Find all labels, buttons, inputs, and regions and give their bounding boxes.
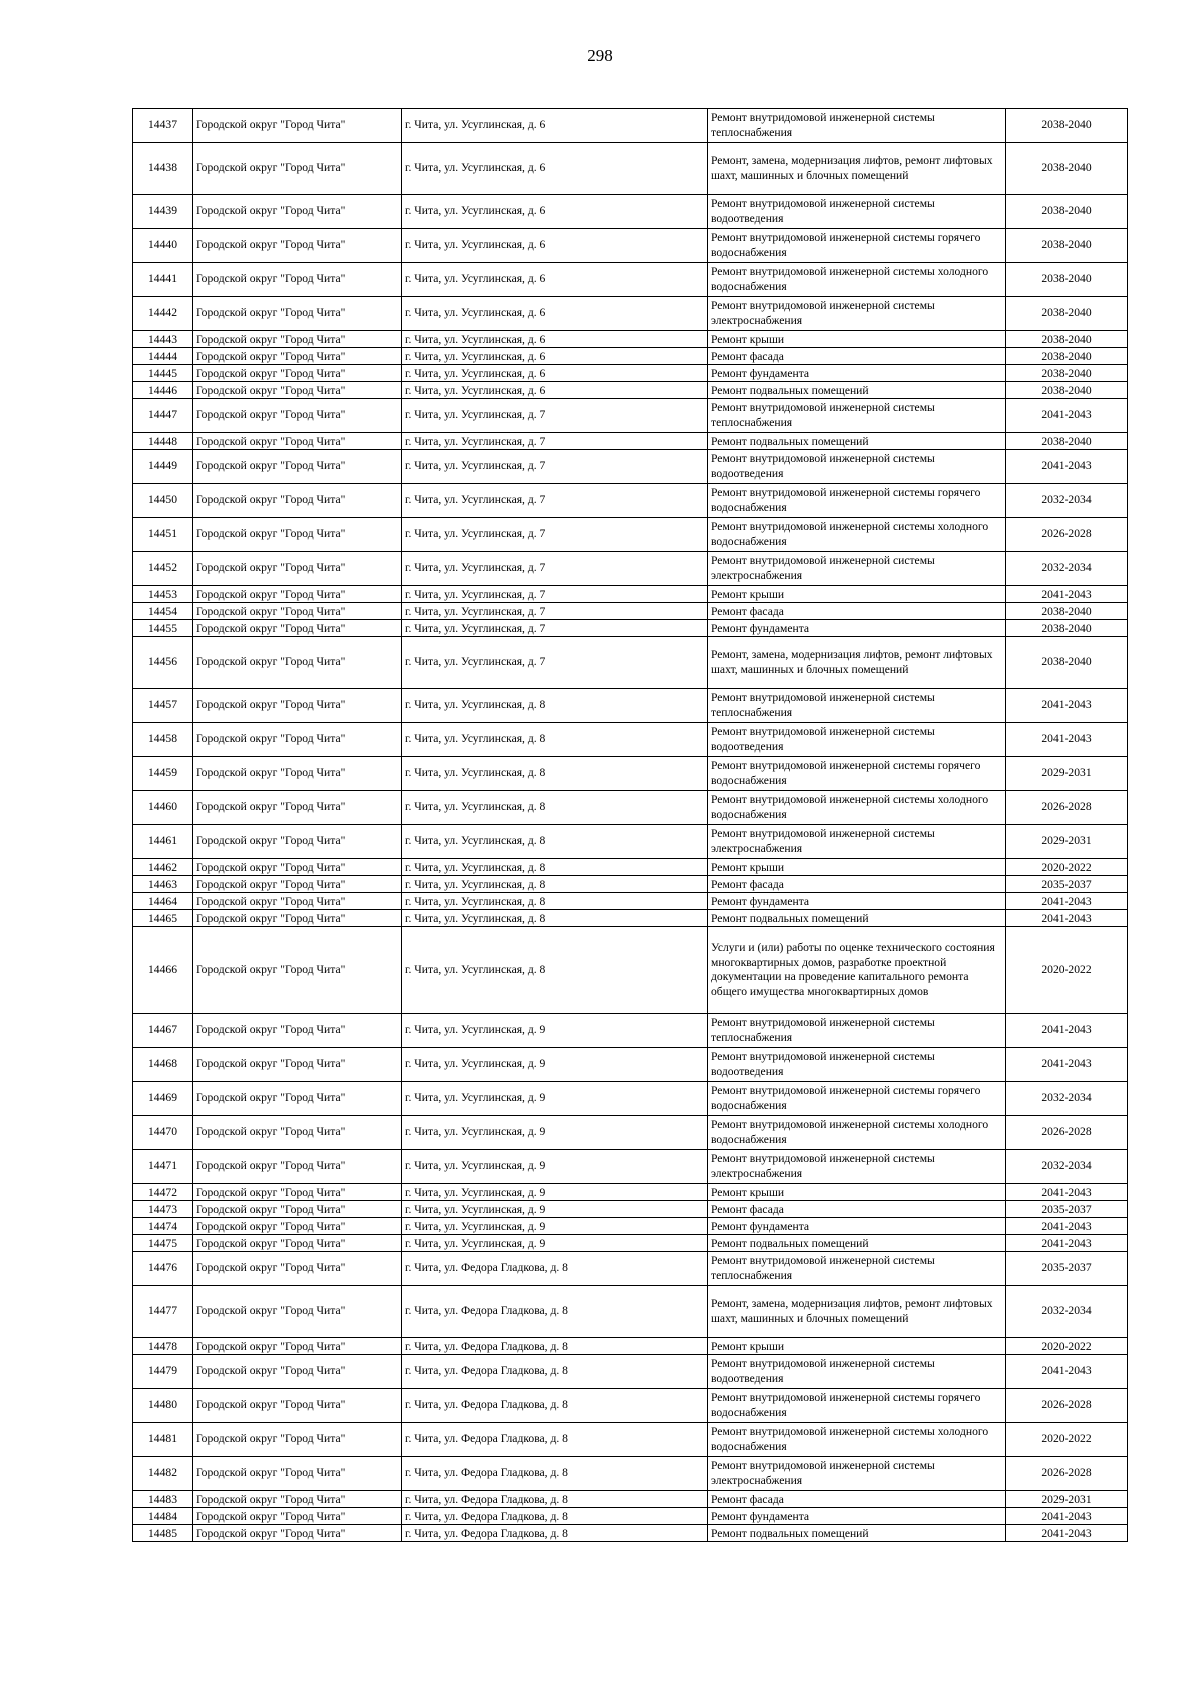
row-work-type: Ремонт фундамента xyxy=(708,365,1006,382)
row-work-type: Ремонт фасада xyxy=(708,1491,1006,1508)
table-row xyxy=(133,893,1128,910)
table-row xyxy=(133,825,1128,859)
row-number: 14465 xyxy=(133,910,193,927)
row-number: 14462 xyxy=(133,859,193,876)
row-period: 2026-2028 xyxy=(1006,1116,1128,1150)
row-work-type: Ремонт внутридомовой инженерной системы водоотведения xyxy=(708,1355,1006,1389)
row-district: Городской округ "Город Чита" xyxy=(193,689,402,723)
row-period: 2041-2043 xyxy=(1006,450,1128,484)
row-number: 14441 xyxy=(133,263,193,297)
row-district: Городской округ "Город Чита" xyxy=(193,927,402,1014)
row-number: 14485 xyxy=(133,1525,193,1542)
row-address: г. Чита, ул. Усуглинская, д. 6 xyxy=(402,143,708,195)
row-address: г. Чита, ул. Усуглинская, д. 7 xyxy=(402,484,708,518)
row-work-type: Ремонт внутридомовой инженерной системы электроснабжения xyxy=(708,1150,1006,1184)
table-row xyxy=(133,1423,1128,1457)
row-period: 2020-2022 xyxy=(1006,1338,1128,1355)
row-period: 2026-2028 xyxy=(1006,791,1128,825)
row-period: 2041-2043 xyxy=(1006,1014,1128,1048)
row-address: г. Чита, ул. Усуглинская, д. 6 xyxy=(402,297,708,331)
row-district: Городской округ "Город Чита" xyxy=(193,620,402,637)
row-address: г. Чита, ул. Усуглинская, д. 9 xyxy=(402,1082,708,1116)
row-number: 14437 xyxy=(133,109,193,143)
row-period: 2029-2031 xyxy=(1006,757,1128,791)
row-number: 14454 xyxy=(133,603,193,620)
table-row xyxy=(133,603,1128,620)
row-address: г. Чита, ул. Усуглинская, д. 6 xyxy=(402,365,708,382)
row-work-type: Ремонт внутридомовой инженерной системы водоотведения xyxy=(708,723,1006,757)
row-period: 2032-2034 xyxy=(1006,1286,1128,1338)
row-number: 14469 xyxy=(133,1082,193,1116)
row-district: Городской округ "Город Чита" xyxy=(193,1252,402,1286)
row-period: 2038-2040 xyxy=(1006,637,1128,689)
row-number: 14479 xyxy=(133,1355,193,1389)
row-number: 14471 xyxy=(133,1150,193,1184)
row-address: г. Чита, ул. Усуглинская, д. 9 xyxy=(402,1201,708,1218)
row-work-type: Ремонт внутридомовой инженерной системы холодного водоснабжения xyxy=(708,791,1006,825)
row-number: 14457 xyxy=(133,689,193,723)
row-address: г. Чита, ул. Усуглинская, д. 7 xyxy=(402,637,708,689)
row-number: 14442 xyxy=(133,297,193,331)
table-row xyxy=(133,586,1128,603)
row-district: Городской округ "Город Чита" xyxy=(193,859,402,876)
row-district: Городской округ "Город Чита" xyxy=(193,484,402,518)
row-period: 2038-2040 xyxy=(1006,620,1128,637)
row-number: 14481 xyxy=(133,1423,193,1457)
row-number: 14482 xyxy=(133,1457,193,1491)
row-address: г. Чита, ул. Усуглинская, д. 8 xyxy=(402,723,708,757)
table-row xyxy=(133,1048,1128,1082)
row-address: г. Чита, ул. Федора Гладкова, д. 8 xyxy=(402,1525,708,1542)
row-work-type: Услуги и (или) работы по оценке технического состояния многоквартирных домов, разработке проектной документации на проведение капитального ремонта общего имущества многоквартирных домов xyxy=(708,927,1006,1014)
row-period: 2038-2040 xyxy=(1006,433,1128,450)
row-work-type: Ремонт внутридомовой инженерной системы электроснабжения xyxy=(708,297,1006,331)
row-period: 2038-2040 xyxy=(1006,109,1128,143)
row-period: 2020-2022 xyxy=(1006,1423,1128,1457)
row-work-type: Ремонт внутридомовой инженерной системы теплоснабжения xyxy=(708,109,1006,143)
row-address: г. Чита, ул. Усуглинская, д. 6 xyxy=(402,348,708,365)
row-work-type: Ремонт внутридомовой инженерной системы горячего водоснабжения xyxy=(708,1389,1006,1423)
row-period: 2038-2040 xyxy=(1006,331,1128,348)
row-work-type: Ремонт крыши xyxy=(708,1338,1006,1355)
row-number: 14467 xyxy=(133,1014,193,1048)
row-number: 14475 xyxy=(133,1235,193,1252)
row-number: 14458 xyxy=(133,723,193,757)
table-row xyxy=(133,518,1128,552)
row-work-type: Ремонт внутридомовой инженерной системы горячего водоснабжения xyxy=(708,229,1006,263)
row-period: 2038-2040 xyxy=(1006,348,1128,365)
row-period: 2041-2043 xyxy=(1006,1218,1128,1235)
row-number: 14449 xyxy=(133,450,193,484)
row-address: г. Чита, ул. Усуглинская, д. 8 xyxy=(402,757,708,791)
row-district: Городской округ "Город Чита" xyxy=(193,910,402,927)
table-row xyxy=(133,552,1128,586)
row-district: Городской округ "Город Чита" xyxy=(193,1423,402,1457)
row-period: 2041-2043 xyxy=(1006,1235,1128,1252)
row-address: г. Чита, ул. Усуглинская, д. 9 xyxy=(402,1184,708,1201)
row-number: 14452 xyxy=(133,552,193,586)
row-number: 14473 xyxy=(133,1201,193,1218)
row-work-type: Ремонт фасада xyxy=(708,348,1006,365)
row-period: 2038-2040 xyxy=(1006,365,1128,382)
row-address: г. Чита, ул. Усуглинская, д. 7 xyxy=(402,620,708,637)
row-period: 2020-2022 xyxy=(1006,859,1128,876)
table-row xyxy=(133,620,1128,637)
row-district: Городской округ "Город Чита" xyxy=(193,1218,402,1235)
repair-schedule-table xyxy=(132,108,1128,1542)
row-period: 2026-2028 xyxy=(1006,518,1128,552)
row-work-type: Ремонт внутридомовой инженерной системы горячего водоснабжения xyxy=(708,484,1006,518)
row-district: Городской округ "Город Чита" xyxy=(193,637,402,689)
row-district: Городской округ "Город Чита" xyxy=(193,603,402,620)
row-work-type: Ремонт крыши xyxy=(708,859,1006,876)
row-work-type: Ремонт внутридомовой инженерной системы холодного водоснабжения xyxy=(708,1116,1006,1150)
table-row xyxy=(133,143,1128,195)
row-period: 2038-2040 xyxy=(1006,143,1128,195)
row-work-type: Ремонт фундамента xyxy=(708,1218,1006,1235)
table-row xyxy=(133,859,1128,876)
row-address: г. Чита, ул. Усуглинская, д. 7 xyxy=(402,450,708,484)
row-district: Городской округ "Город Чита" xyxy=(193,382,402,399)
table-row xyxy=(133,109,1128,143)
row-period: 2035-2037 xyxy=(1006,876,1128,893)
row-district: Городской округ "Город Чита" xyxy=(193,1150,402,1184)
row-period: 2020-2022 xyxy=(1006,927,1128,1014)
row-address: г. Чита, ул. Федора Гладкова, д. 8 xyxy=(402,1355,708,1389)
row-number: 14466 xyxy=(133,927,193,1014)
row-number: 14443 xyxy=(133,331,193,348)
table-row xyxy=(133,1218,1128,1235)
row-district: Городской округ "Город Чита" xyxy=(193,143,402,195)
row-address: г. Чита, ул. Усуглинская, д. 8 xyxy=(402,689,708,723)
row-address: г. Чита, ул. Усуглинская, д. 7 xyxy=(402,399,708,433)
row-district: Городской округ "Город Чита" xyxy=(193,1491,402,1508)
row-district: Городской округ "Город Чита" xyxy=(193,1082,402,1116)
row-number: 14478 xyxy=(133,1338,193,1355)
page-number: 298 xyxy=(587,46,613,65)
row-number: 14468 xyxy=(133,1048,193,1082)
row-number: 14483 xyxy=(133,1491,193,1508)
row-district: Городской округ "Город Чита" xyxy=(193,876,402,893)
row-address: г. Чита, ул. Федора Гладкова, д. 8 xyxy=(402,1457,708,1491)
row-district: Городской округ "Город Чита" xyxy=(193,1014,402,1048)
table-row xyxy=(133,1014,1128,1048)
row-work-type: Ремонт подвальных помещений xyxy=(708,910,1006,927)
table-row xyxy=(133,791,1128,825)
table-row xyxy=(133,1082,1128,1116)
row-district: Городской округ "Город Чита" xyxy=(193,1525,402,1542)
table-row xyxy=(133,1150,1128,1184)
row-number: 14470 xyxy=(133,1116,193,1150)
table-row xyxy=(133,348,1128,365)
row-number: 14440 xyxy=(133,229,193,263)
table-row xyxy=(133,382,1128,399)
row-period: 2041-2043 xyxy=(1006,1525,1128,1542)
table-row xyxy=(133,689,1128,723)
row-period: 2041-2043 xyxy=(1006,893,1128,910)
row-work-type: Ремонт внутридомовой инженерной системы электроснабжения xyxy=(708,552,1006,586)
table-row xyxy=(133,1457,1128,1491)
row-number: 14461 xyxy=(133,825,193,859)
row-address: г. Чита, ул. Федора Гладкова, д. 8 xyxy=(402,1423,708,1457)
row-number: 14446 xyxy=(133,382,193,399)
table-row xyxy=(133,297,1128,331)
row-number: 14464 xyxy=(133,893,193,910)
table-row xyxy=(133,637,1128,689)
table-row xyxy=(133,757,1128,791)
row-work-type: Ремонт внутридомовой инженерной системы теплоснабжения xyxy=(708,399,1006,433)
row-address: г. Чита, ул. Федора Гладкова, д. 8 xyxy=(402,1252,708,1286)
row-address: г. Чита, ул. Усуглинская, д. 9 xyxy=(402,1235,708,1252)
row-period: 2032-2034 xyxy=(1006,1082,1128,1116)
row-work-type: Ремонт внутридомовой инженерной системы водоотведения xyxy=(708,195,1006,229)
row-district: Городской округ "Город Чита" xyxy=(193,297,402,331)
row-period: 2041-2043 xyxy=(1006,689,1128,723)
row-period: 2041-2043 xyxy=(1006,1355,1128,1389)
row-address: г. Чита, ул. Усуглинская, д. 9 xyxy=(402,1150,708,1184)
row-number: 14460 xyxy=(133,791,193,825)
row-work-type: Ремонт, замена, модернизация лифтов, ремонт лифтовых шахт, машинных и блочных помещений xyxy=(708,637,1006,689)
row-number: 14463 xyxy=(133,876,193,893)
row-district: Городской округ "Город Чита" xyxy=(193,723,402,757)
row-number: 14445 xyxy=(133,365,193,382)
row-work-type: Ремонт фундамента xyxy=(708,1508,1006,1525)
row-address: г. Чита, ул. Федора Гладкова, д. 8 xyxy=(402,1389,708,1423)
row-period: 2041-2043 xyxy=(1006,1508,1128,1525)
row-work-type: Ремонт внутридомовой инженерной системы водоотведения xyxy=(708,450,1006,484)
row-district: Городской округ "Город Чита" xyxy=(193,433,402,450)
row-work-type: Ремонт внутридомовой инженерной системы теплоснабжения xyxy=(708,689,1006,723)
row-district: Городской округ "Город Чита" xyxy=(193,365,402,382)
row-work-type: Ремонт фасада xyxy=(708,876,1006,893)
table-row xyxy=(133,450,1128,484)
table-row xyxy=(133,1116,1128,1150)
row-number: 14474 xyxy=(133,1218,193,1235)
table-row xyxy=(133,195,1128,229)
row-district: Городской округ "Город Чита" xyxy=(193,1048,402,1082)
table-row xyxy=(133,876,1128,893)
row-work-type: Ремонт внутридомовой инженерной системы горячего водоснабжения xyxy=(708,757,1006,791)
row-work-type: Ремонт внутридомовой инженерной системы электроснабжения xyxy=(708,825,1006,859)
table-row xyxy=(133,1508,1128,1525)
row-number: 14459 xyxy=(133,757,193,791)
row-district: Городской округ "Город Чита" xyxy=(193,552,402,586)
row-work-type: Ремонт внутридомовой инженерной системы водоотведения xyxy=(708,1048,1006,1082)
row-district: Городской округ "Город Чита" xyxy=(193,1286,402,1338)
row-district: Городской округ "Город Чита" xyxy=(193,1184,402,1201)
row-number: 14455 xyxy=(133,620,193,637)
table-row xyxy=(133,1355,1128,1389)
row-number: 14456 xyxy=(133,637,193,689)
table-row xyxy=(133,910,1128,927)
row-address: г. Чита, ул. Федора Гладкова, д. 8 xyxy=(402,1508,708,1525)
row-district: Городской округ "Город Чита" xyxy=(193,195,402,229)
row-district: Городской округ "Город Чита" xyxy=(193,757,402,791)
row-number: 14439 xyxy=(133,195,193,229)
row-period: 2041-2043 xyxy=(1006,399,1128,433)
row-period: 2041-2043 xyxy=(1006,586,1128,603)
row-work-type: Ремонт подвальных помещений xyxy=(708,433,1006,450)
row-number: 14444 xyxy=(133,348,193,365)
row-district: Городской округ "Город Чита" xyxy=(193,1235,402,1252)
row-address: г. Чита, ул. Усуглинская, д. 8 xyxy=(402,859,708,876)
table-row xyxy=(133,1338,1128,1355)
row-period: 2038-2040 xyxy=(1006,603,1128,620)
row-work-type: Ремонт подвальных помещений xyxy=(708,1525,1006,1542)
row-district: Городской округ "Город Чита" xyxy=(193,1508,402,1525)
row-district: Городской округ "Город Чита" xyxy=(193,825,402,859)
table-row xyxy=(133,1184,1128,1201)
row-address: г. Чита, ул. Усуглинская, д. 6 xyxy=(402,195,708,229)
row-number: 14476 xyxy=(133,1252,193,1286)
row-address: г. Чита, ул. Усуглинская, д. 7 xyxy=(402,603,708,620)
row-number: 14484 xyxy=(133,1508,193,1525)
row-period: 2038-2040 xyxy=(1006,229,1128,263)
row-address: г. Чита, ул. Усуглинская, д. 8 xyxy=(402,910,708,927)
row-district: Городской округ "Город Чита" xyxy=(193,1338,402,1355)
row-district: Городской округ "Город Чита" xyxy=(193,791,402,825)
table-row xyxy=(133,1491,1128,1508)
row-address: г. Чита, ул. Усуглинская, д. 7 xyxy=(402,433,708,450)
row-period: 2041-2043 xyxy=(1006,910,1128,927)
row-district: Городской округ "Город Чита" xyxy=(193,450,402,484)
row-number: 14472 xyxy=(133,1184,193,1201)
row-number: 14480 xyxy=(133,1389,193,1423)
row-work-type: Ремонт крыши xyxy=(708,586,1006,603)
row-work-type: Ремонт внутридомовой инженерной системы холодного водоснабжения xyxy=(708,263,1006,297)
row-address: г. Чита, ул. Усуглинская, д. 9 xyxy=(402,1014,708,1048)
row-district: Городской округ "Город Чита" xyxy=(193,348,402,365)
row-district: Городской округ "Город Чита" xyxy=(193,1116,402,1150)
row-district: Городской округ "Город Чита" xyxy=(193,331,402,348)
table-row xyxy=(133,1389,1128,1423)
row-period: 2038-2040 xyxy=(1006,297,1128,331)
row-address: г. Чита, ул. Усуглинская, д. 7 xyxy=(402,586,708,603)
row-work-type: Ремонт, замена, модернизация лифтов, ремонт лифтовых шахт, машинных и блочных помещений xyxy=(708,143,1006,195)
table-row xyxy=(133,927,1128,1014)
row-number: 14450 xyxy=(133,484,193,518)
table-row xyxy=(133,1201,1128,1218)
row-period: 2041-2043 xyxy=(1006,723,1128,757)
row-address: г. Чита, ул. Федора Гладкова, д. 8 xyxy=(402,1286,708,1338)
row-period: 2032-2034 xyxy=(1006,484,1128,518)
row-work-type: Ремонт, замена, модернизация лифтов, ремонт лифтовых шахт, машинных и блочных помещений xyxy=(708,1286,1006,1338)
row-number: 14453 xyxy=(133,586,193,603)
row-address: г. Чита, ул. Усуглинская, д. 9 xyxy=(402,1116,708,1150)
row-work-type: Ремонт фундамента xyxy=(708,893,1006,910)
row-address: г. Чита, ул. Усуглинская, д. 6 xyxy=(402,263,708,297)
row-district: Городской округ "Город Чита" xyxy=(193,1457,402,1491)
row-district: Городской округ "Город Чита" xyxy=(193,586,402,603)
row-address: г. Чита, ул. Усуглинская, д. 8 xyxy=(402,876,708,893)
row-address: г. Чита, ул. Усуглинская, д. 8 xyxy=(402,893,708,910)
row-address: г. Чита, ул. Усуглинская, д. 6 xyxy=(402,229,708,263)
row-address: г. Чита, ул. Усуглинская, д. 9 xyxy=(402,1218,708,1235)
row-work-type: Ремонт подвальных помещений xyxy=(708,382,1006,399)
row-district: Городской округ "Город Чита" xyxy=(193,518,402,552)
row-district: Городской округ "Город Чита" xyxy=(193,1355,402,1389)
row-address: г. Чита, ул. Усуглинская, д. 7 xyxy=(402,518,708,552)
row-work-type: Ремонт внутридомовой инженерной системы теплоснабжения xyxy=(708,1252,1006,1286)
row-work-type: Ремонт внутридомовой инженерной системы холодного водоснабжения xyxy=(708,1423,1006,1457)
row-address: г. Чита, ул. Усуглинская, д. 6 xyxy=(402,331,708,348)
row-number: 14451 xyxy=(133,518,193,552)
row-district: Городской округ "Город Чита" xyxy=(193,399,402,433)
row-work-type: Ремонт фундамента xyxy=(708,620,1006,637)
row-work-type: Ремонт внутридомовой инженерной системы теплоснабжения xyxy=(708,1014,1006,1048)
row-period: 2026-2028 xyxy=(1006,1389,1128,1423)
row-period: 2038-2040 xyxy=(1006,195,1128,229)
row-district: Городской округ "Город Чита" xyxy=(193,1201,402,1218)
row-period: 2041-2043 xyxy=(1006,1048,1128,1082)
table-row xyxy=(133,331,1128,348)
row-work-type: Ремонт внутридомовой инженерной системы горячего водоснабжения xyxy=(708,1082,1006,1116)
row-number: 14448 xyxy=(133,433,193,450)
row-address: г. Чита, ул. Усуглинская, д. 8 xyxy=(402,791,708,825)
row-work-type: Ремонт подвальных помещений xyxy=(708,1235,1006,1252)
row-period: 2035-2037 xyxy=(1006,1201,1128,1218)
row-number: 14438 xyxy=(133,143,193,195)
row-work-type: Ремонт крыши xyxy=(708,331,1006,348)
table-row xyxy=(133,1252,1128,1286)
row-period: 2038-2040 xyxy=(1006,263,1128,297)
row-period: 2038-2040 xyxy=(1006,382,1128,399)
row-period: 2029-2031 xyxy=(1006,1491,1128,1508)
row-period: 2035-2037 xyxy=(1006,1252,1128,1286)
row-number: 14477 xyxy=(133,1286,193,1338)
table-row xyxy=(133,263,1128,297)
row-address: г. Чита, ул. Федора Гладкова, д. 8 xyxy=(402,1491,708,1508)
row-period: 2041-2043 xyxy=(1006,1184,1128,1201)
row-period: 2032-2034 xyxy=(1006,1150,1128,1184)
table-row xyxy=(133,1286,1128,1338)
table-row xyxy=(133,1235,1128,1252)
table-row xyxy=(133,723,1128,757)
row-district: Городской округ "Город Чита" xyxy=(193,263,402,297)
row-period: 2032-2034 xyxy=(1006,552,1128,586)
row-district: Городской округ "Город Чита" xyxy=(193,1389,402,1423)
table-row xyxy=(133,484,1128,518)
row-address: г. Чита, ул. Усуглинская, д. 9 xyxy=(402,1048,708,1082)
row-district: Городской округ "Город Чита" xyxy=(193,109,402,143)
row-address: г. Чита, ул. Усуглинская, д. 6 xyxy=(402,109,708,143)
table-row xyxy=(133,229,1128,263)
table-row xyxy=(133,1525,1128,1542)
table-row xyxy=(133,365,1128,382)
row-work-type: Ремонт внутридомовой инженерной системы холодного водоснабжения xyxy=(708,518,1006,552)
row-number: 14447 xyxy=(133,399,193,433)
row-address: г. Чита, ул. Усуглинская, д. 7 xyxy=(402,552,708,586)
row-district: Городской округ "Город Чита" xyxy=(193,893,402,910)
row-address: г. Чита, ул. Усуглинская, д. 6 xyxy=(402,382,708,399)
row-work-type: Ремонт внутридомовой инженерной системы электроснабжения xyxy=(708,1457,1006,1491)
row-period: 2026-2028 xyxy=(1006,1457,1128,1491)
row-address: г. Чита, ул. Усуглинская, д. 8 xyxy=(402,825,708,859)
row-work-type: Ремонт фасада xyxy=(708,1201,1006,1218)
table-body xyxy=(133,109,1128,1542)
row-work-type: Ремонт крыши xyxy=(708,1184,1006,1201)
table-row xyxy=(133,433,1128,450)
row-address: г. Чита, ул. Федора Гладкова, д. 8 xyxy=(402,1338,708,1355)
table-row xyxy=(133,399,1128,433)
row-work-type: Ремонт фасада xyxy=(708,603,1006,620)
row-district: Городской округ "Город Чита" xyxy=(193,229,402,263)
row-address: г. Чита, ул. Усуглинская, д. 8 xyxy=(402,927,708,1014)
row-period: 2029-2031 xyxy=(1006,825,1128,859)
